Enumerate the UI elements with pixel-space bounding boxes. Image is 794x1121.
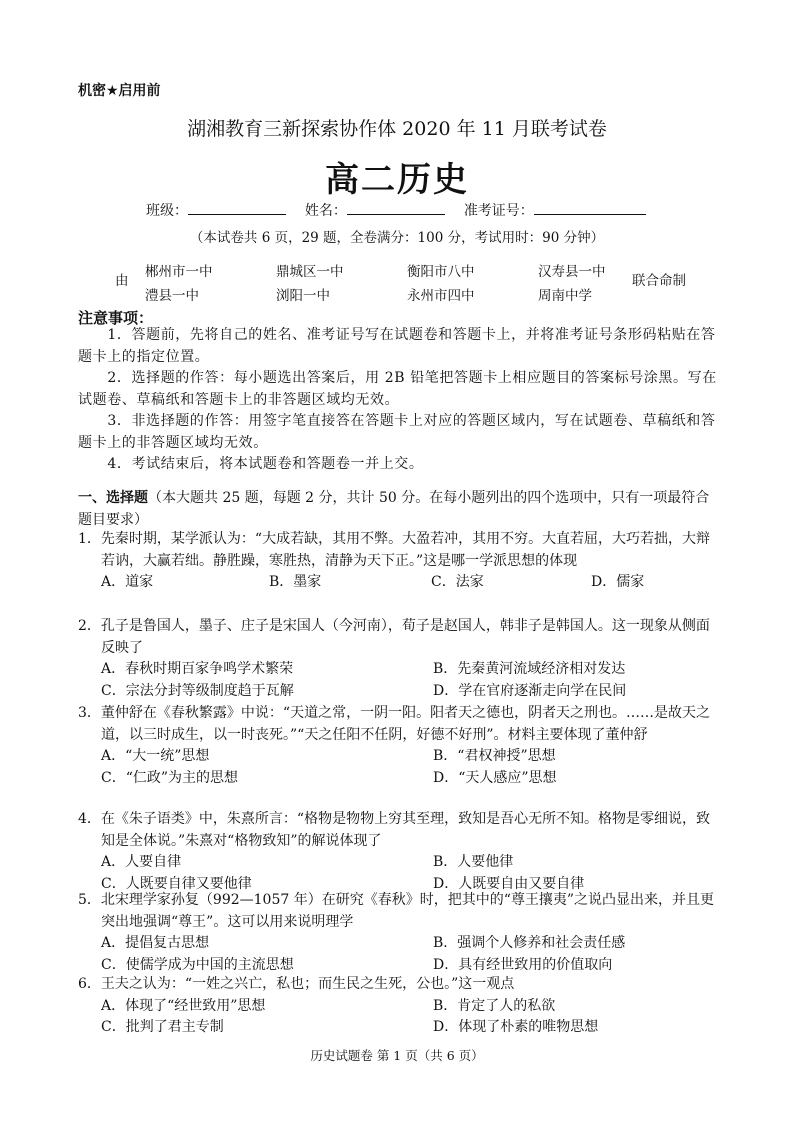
name-blank — [347, 200, 445, 215]
notice-item: 3．非选择题的作答：用签字笔直接答在答题卡上对应的答题区域内，写在试题卷、草稿纸和答题卡上的非答题区域均无效。 — [78, 413, 716, 451]
question-3 — [78, 703, 718, 789]
name-label: 姓名： — [304, 203, 347, 219]
id-label: 准考证号： — [463, 203, 534, 219]
option: A．道家 — [101, 574, 154, 590]
notice-item: 2．选择题的作答：每小题选出答案后，用 2B 铅笔把答题卡上相应题目的答案标号涂黑。写在试题卷、草稿纸和答题卡上的非答题区域均无效。 — [78, 370, 717, 408]
section-description: （本大题共 25 题，每题 2 分，共计 50 分。在每小题列出的四个选项中，只有一项最符合题目要求） — [78, 490, 710, 528]
option: D．具有经世致用的价值取向 — [433, 956, 613, 973]
option: C．“仁政”为主的思想 — [101, 769, 239, 786]
option: D．“天人感应”思想 — [433, 769, 557, 786]
question-stem: 6．王夫之认为：“一姓之兴亡，私也；而生民之生死，公也。”这一观点 — [78, 976, 515, 992]
subject-title: 高二历史 — [325, 160, 469, 200]
author-school: 永州市四中 — [407, 288, 475, 304]
option: B．“君权神授”思想 — [433, 748, 556, 764]
notice-title: 注意事项： — [78, 309, 154, 327]
id-blank — [534, 200, 646, 215]
question-5 — [78, 890, 718, 976]
author-school: 浏阳一中 — [276, 288, 330, 304]
question-stem: 2．孔子是鲁国人，墨子、庄子是宋国人（今河南），荀子是赵国人，韩非子是韩国人。这一现象从侧面反映了 — [78, 618, 710, 656]
option: A．春秋时期百家争鸣学术繁荣 — [101, 661, 294, 677]
option: A．“大一统”思想 — [101, 748, 210, 764]
option: B．强调个人修养和社会责任感 — [433, 935, 626, 951]
question-1 — [78, 529, 718, 594]
question-4 — [78, 809, 718, 895]
question-stem: 4．在《朱子语类》中，朱熹所言：“格物是物物上穷其至理，致知是吾心无所不知。格物是零细说，致知是全体说。”朱熹对“格物致知”的解说体现了 — [78, 811, 711, 849]
option: D．儒家 — [591, 574, 645, 590]
question-stem: 1．先秦时期，某学派认为：“大成若缺，其用不弊。大盈若冲，其用不穷。大直若屈，大巧若拙，大辩若讷，大赢若绌。静胜躁，寒胜热，清静为天下正。”这是哪一学派思想的体现 — [78, 531, 711, 569]
question-stem: 3．董仲舒在《春秋繁露》中说：“天道之常，一阴一阳。阳者天之德也，阴者天之刑也。……是故天之道，以三时成生，以一时丧死。”“天之任阳不任阴，好德不好刑”。材料主要体现了董仲舒 — [78, 705, 711, 743]
author-school: 汉寿县一中 — [538, 264, 606, 280]
notice-item: 4．考试结束后，将本试题卷和答题卷一并上交。 — [107, 456, 424, 472]
question-stem: 5．北宋理学家孙复（992—1057 年）在研究《春秋》时，把其中的“尊王攘夷”之说凸显出来，并且更突出地强调“尊王”。这可以用来说明理学 — [78, 892, 715, 930]
option: C．人既要自律又要他律 — [101, 875, 252, 892]
authors-joint: 联合命制 — [632, 273, 686, 289]
class-blank — [188, 200, 286, 215]
author-school: 周南中学 — [538, 288, 592, 304]
question-options — [78, 933, 718, 976]
option: A．提倡复古思想 — [101, 935, 210, 951]
question-options — [78, 746, 718, 789]
option: D．体现了朴素的唯物思想 — [433, 1019, 599, 1035]
option: C．宗法分封等级制度趋于瓦解 — [101, 682, 294, 699]
option: C．批判了君主专制 — [101, 1019, 224, 1035]
question-options — [78, 996, 718, 1039]
notice-item: 1．答题前，先将自己的姓名、准考证号写在试题卷和答题卡上，并将准考证号条形码粘贴在答题卡上的指定位置。 — [78, 327, 716, 365]
option: D．学在官府逐渐走向学在民间 — [433, 682, 627, 699]
author-school: 郴州市一中 — [145, 264, 213, 280]
question-options — [78, 572, 718, 594]
exam-title: 湖湘教育三新探索协作体 2020 年 11 月联考试卷 — [187, 118, 607, 140]
page-footer: 历史试题卷 第 1 页（共 6 页） — [310, 1048, 484, 1063]
author-school: 澧县一中 — [145, 288, 199, 304]
authors-grid — [145, 260, 638, 304]
option: C．使儒学成为中国的主流思想 — [101, 956, 294, 973]
option: B．先秦黄河流域经济相对发达 — [433, 661, 626, 677]
question-2 — [78, 616, 718, 702]
exam-scope: （本试卷共 6 页，29 题，全卷满分：100 分，考试用时：90 分钟） — [189, 230, 605, 246]
option: B．人要他律 — [433, 854, 514, 870]
student-info-row — [146, 200, 646, 220]
author-school: 鼎城区一中 — [276, 264, 344, 280]
authors-by: 由 — [115, 273, 129, 289]
option: D．人既要自由又要自律 — [433, 875, 585, 892]
author-school: 衡阳市八中 — [407, 264, 475, 280]
option: C．法家 — [431, 574, 484, 590]
section-heading — [78, 487, 718, 531]
option: A．体现了“经世致用”思想 — [101, 997, 266, 1014]
confidential-label: 机密★启用前 — [78, 83, 161, 99]
question-options — [78, 852, 718, 895]
option: A．人要自律 — [101, 854, 182, 870]
option: B．墨家 — [269, 574, 322, 590]
class-label: 班级： — [146, 203, 188, 219]
question-6 — [78, 974, 718, 1039]
question-options — [78, 659, 718, 702]
option: B．肯定了人的私欲 — [433, 997, 556, 1014]
section-title: 一、选择题 — [78, 490, 148, 506]
